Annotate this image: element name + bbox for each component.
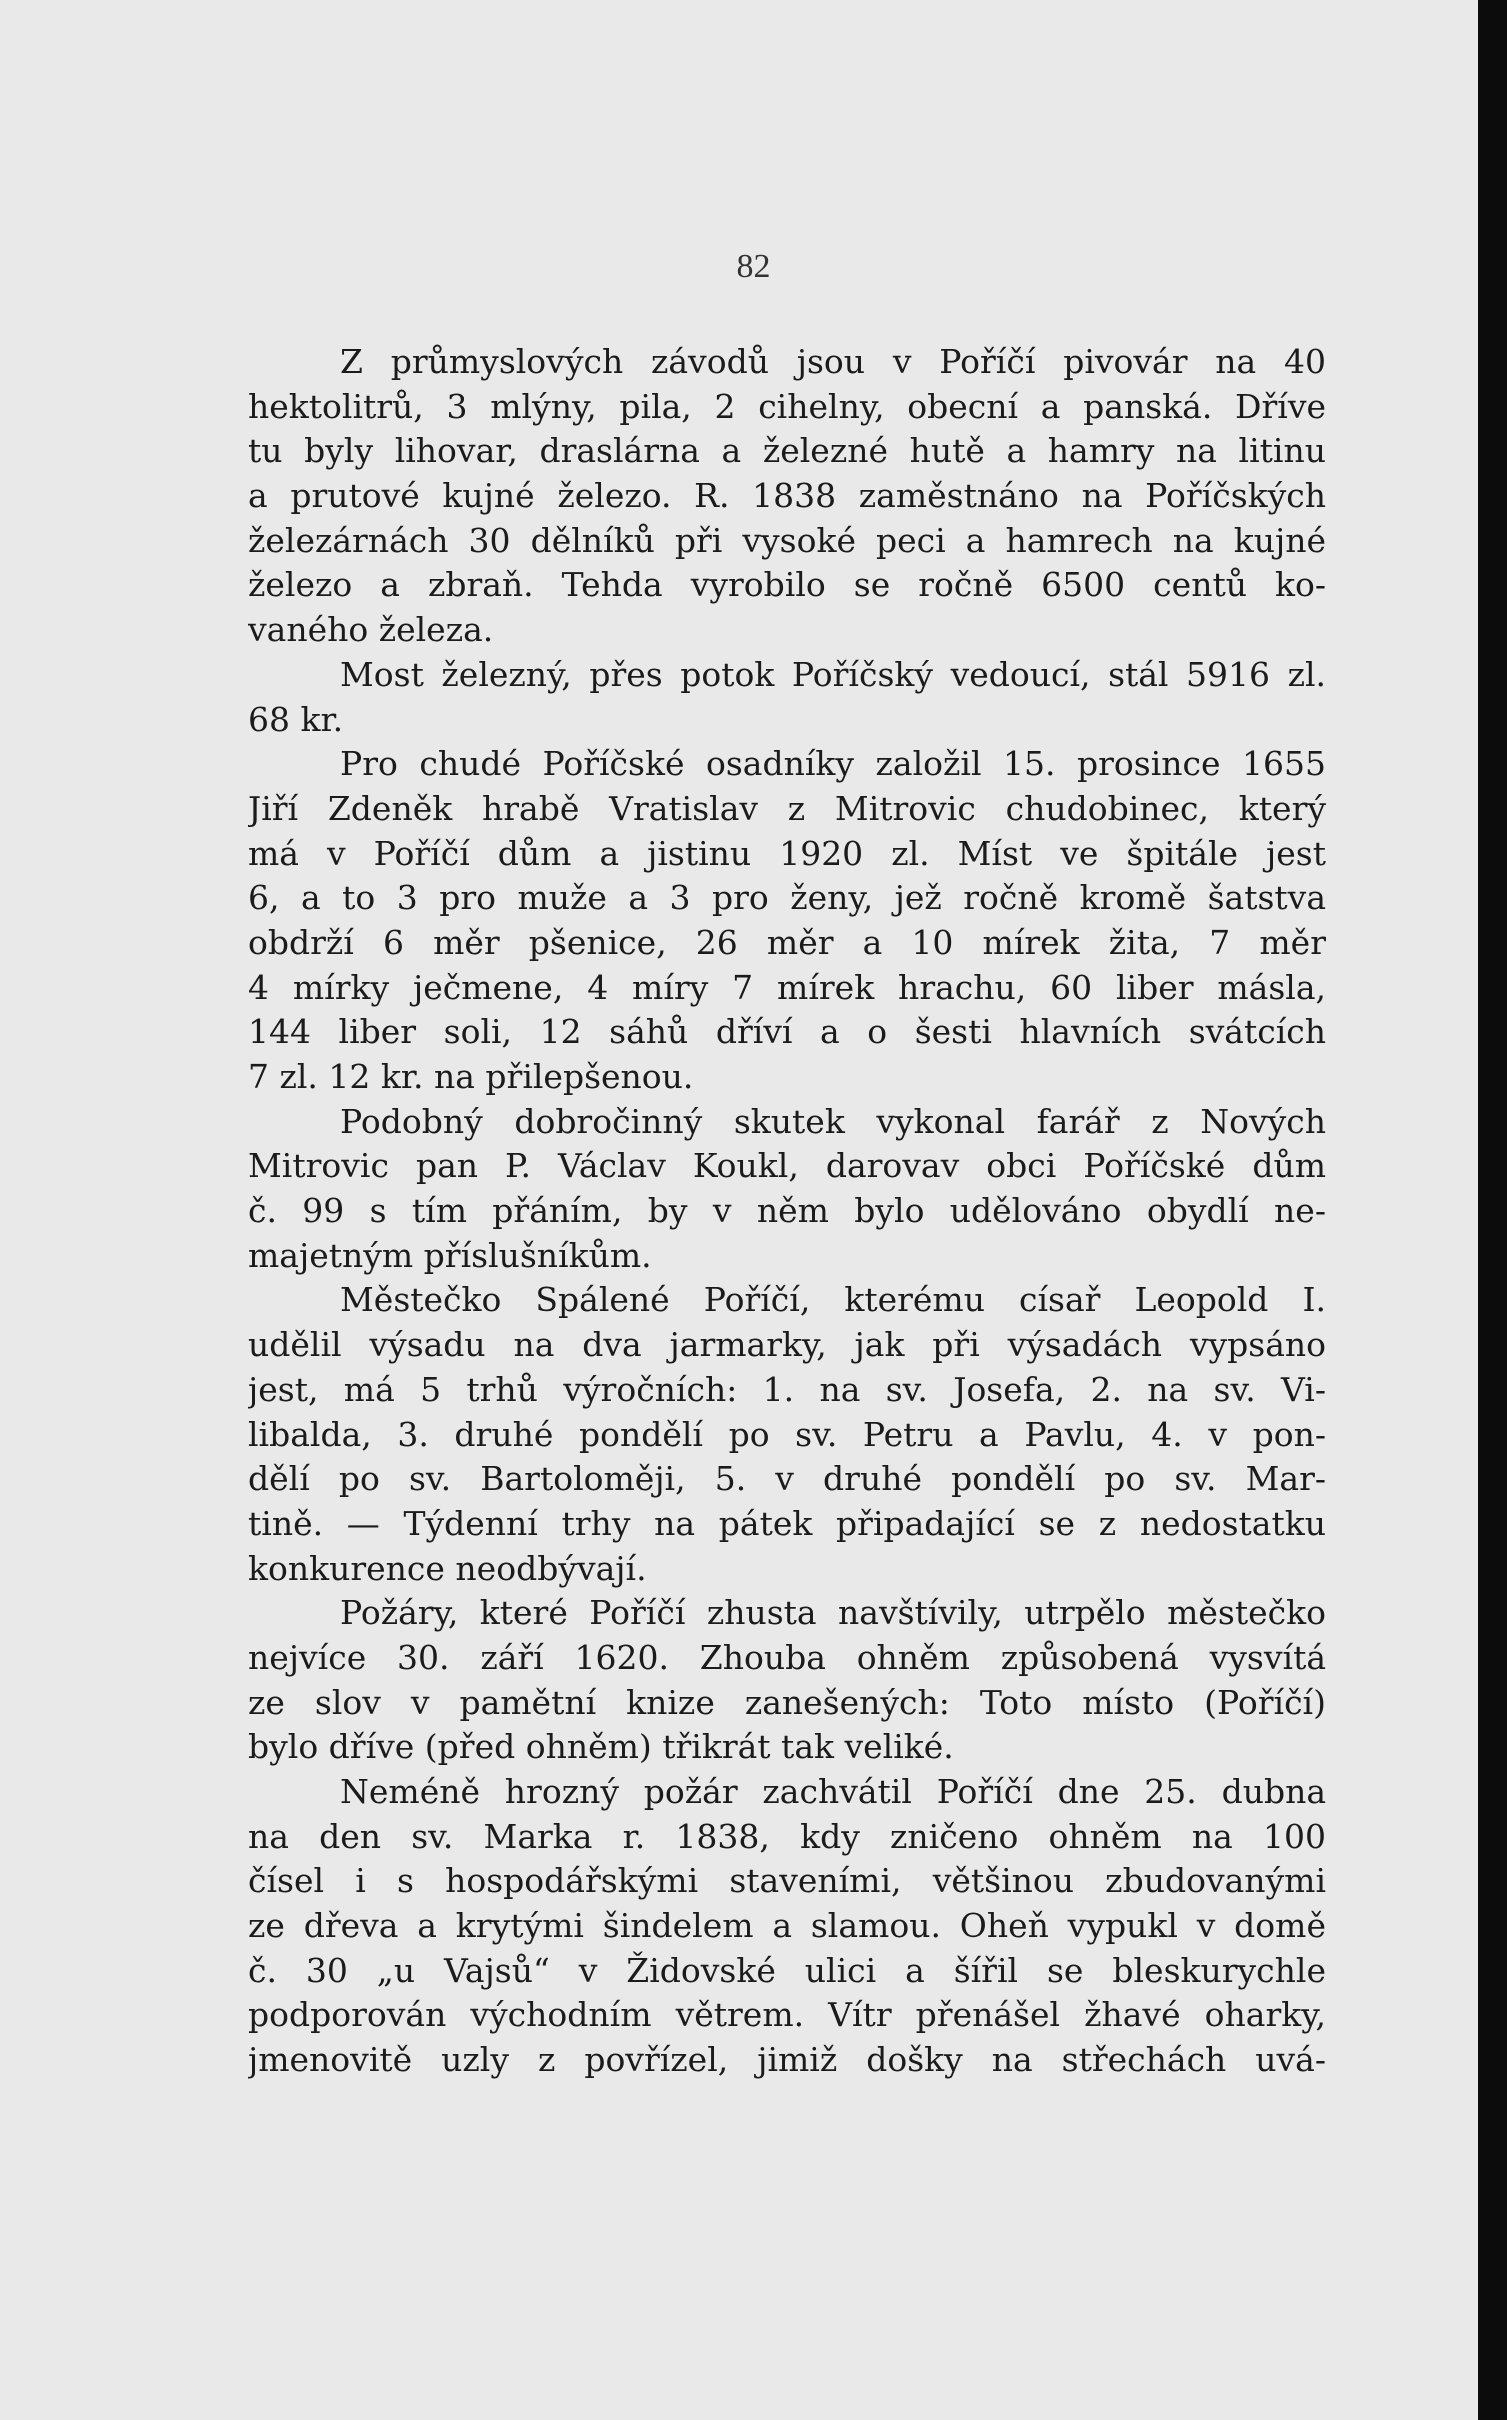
text-line: dělí po sv. Bartoloměji, 5. v druhé pondělí po sv. Mar- — [248, 1459, 1326, 1499]
text-line: podporován východním větrem. Vítr přenášel žhavé oharky, — [248, 1995, 1326, 2035]
text-line: bylo dříve (před ohněm) třikrát tak veliké. — [248, 1727, 954, 1767]
text-line: železárnách 30 dělníků při vysoké peci a hamrech na kujné — [248, 520, 1326, 560]
text-line: č. 30 „u Vajsů“ v Židovské ulici a šířil se bleskurychle — [248, 1950, 1326, 1990]
text-line: ze dřeva a krytými šindelem a slamou. Oheň vypukl v domě — [248, 1906, 1326, 1946]
text-line: 4 mírky ječmene, 4 míry 7 mírek hrachu, 60 liber másla, — [248, 967, 1326, 1007]
text-line: jest, má 5 trhů výročních: 1. na sv. Josefa, 2. na sv. Vi- — [248, 1369, 1326, 1409]
text-line: tině. — Týdenní trhy na pátek připadající se z nedostatku — [248, 1503, 1326, 1543]
text-line: Z průmyslových závodů jsou v Poříčí pivovár na 40 — [340, 342, 1326, 381]
text-line: má v Poříčí dům a jistinu 1920 zl. Míst ve špitále jest — [248, 833, 1326, 873]
text-line: Mitrovic pan P. Václav Koukl, darovav obci Poříčské dům — [248, 1146, 1326, 1186]
text-line: Požáry, které Poříčí zhusta navštívily, utrpělo městečko — [340, 1593, 1326, 1633]
text-line: a prutové kujné železo. R. 1838 zaměstnáno na Poříčských — [248, 476, 1326, 516]
text-line: nejvíce 30. září 1620. Zhouba ohněm způsobená vysvítá — [248, 1637, 1326, 1677]
text-line: tu byly lihovar, draslárna a železné hutě a hamry na litinu — [248, 431, 1326, 471]
text-block — [248, 340, 1326, 2083]
text-line: Podobný dobročinný skutek vykonal farář z Nových — [340, 1101, 1326, 1141]
text-line: 68 kr. — [248, 699, 344, 739]
text-line: ze slov v pamětní knize zanešených: Toto místo (Poříčí) — [248, 1682, 1326, 1722]
scan-edge — [1478, 0, 1507, 2420]
text-line: vaného železa. — [248, 610, 494, 650]
text-line: 6, a to 3 pro muže a 3 pro ženy, jež ročně kromě šatstva — [248, 878, 1326, 918]
text-line: na den sv. Marka r. 1838, kdy zničeno ohněm na 100 — [248, 1816, 1326, 1856]
text-line: Neméně hrozný požár zachvátil Poříčí dne 25. dubna — [340, 1772, 1326, 1811]
text-line: libalda, 3. druhé pondělí po sv. Petru a Pavlu, 4. v pon- — [248, 1414, 1326, 1454]
text-line: majetným příslušníkům. — [248, 1235, 652, 1275]
text-line: Pro chudé Poříčské osadníky založil 15. prosince 1655 — [340, 744, 1326, 784]
text-line: 7 zl. 12 kr. na přilepšenou. — [248, 1057, 694, 1096]
page-number: 82 — [736, 248, 771, 285]
text-line: hektolitrů, 3 mlýny, pila, 2 cihelny, obecní a panská. Dříve — [248, 386, 1326, 426]
text-line: Městečko Spálené Poříčí, kterému císař Leopold I. — [340, 1280, 1326, 1320]
text-line: udělil výsadu na dva jarmarky, jak při výsadách vypsáno — [248, 1325, 1326, 1365]
text-line: č. 99 s tím přáním, by v něm bylo udělováno obydlí ne- — [248, 1191, 1326, 1231]
text-line: Jiří Zdeněk hrabě Vratislav z Mitrovic chudobinec, který — [248, 788, 1326, 828]
text-line: konkurence neodbývají. — [248, 1548, 647, 1588]
text-line: Most železný, přes potok Poříčský vedoucí, stál 5916 zl. — [340, 654, 1326, 694]
text-line: jmenovitě uzly z povřízel, jimiž došky na střechách uvá- — [248, 2040, 1326, 2080]
text-line: obdrží 6 měr pšenice, 26 měr a 10 mírek žita, 7 měr — [248, 922, 1326, 962]
text-line: čísel i s hospodářskými staveními, většinou zbudovanými — [248, 1861, 1326, 1901]
text-line: 144 liber soli, 12 sáhů dříví a o šesti hlavních svátcích — [248, 1012, 1326, 1052]
text-line: železo a zbraň. Tehda vyrobilo se ročně 6500 centů ko- — [248, 565, 1326, 605]
